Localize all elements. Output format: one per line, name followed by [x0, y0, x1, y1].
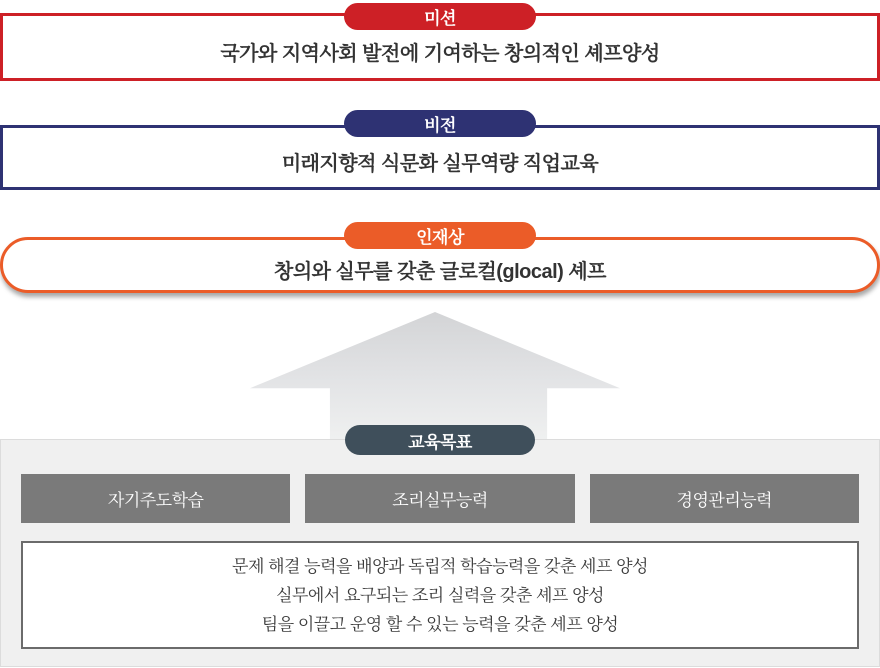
goal-item-self-directed-learning: 자기주도학습 [21, 474, 290, 523]
goal-description-line-3: 팀을 이끌고 운영 할 수 있는 능력을 갖춘 셰프 양성 [261, 614, 619, 634]
mission-text: 국가와 지역사회 발전에 기여하는 창의적인 셰프양성 [220, 42, 660, 65]
education-goals-badge: 교육목표 [345, 425, 535, 455]
vision-badge: 비전 [344, 110, 536, 137]
up-arrow-shape [250, 312, 620, 439]
goal-items-row [21, 474, 859, 523]
mission-badge: 미션 [344, 3, 536, 30]
vision-text: 미래지향적 식문화 실무역량 직업교육 [281, 153, 599, 175]
education-goals-panel [0, 439, 880, 667]
talent-text: 창의와 실무를 갖춘 글로컬(glocal) 셰프 [274, 260, 606, 283]
goal-description-line-1: 문제 해결 능력을 배양과 독립적 학습능력을 갖춘 세프 양성 [232, 556, 648, 576]
goal-item-management-skill: 경영관리능력 [590, 474, 859, 523]
talent-badge: 인재상 [344, 222, 536, 249]
goal-item-culinary-practical-skill: 조리실무능력 [305, 474, 574, 523]
goals-description-box [21, 541, 859, 649]
goal-description-line-2: 실무에서 요구되는 조리 실력을 갖춘 셰프 양성 [276, 585, 604, 605]
